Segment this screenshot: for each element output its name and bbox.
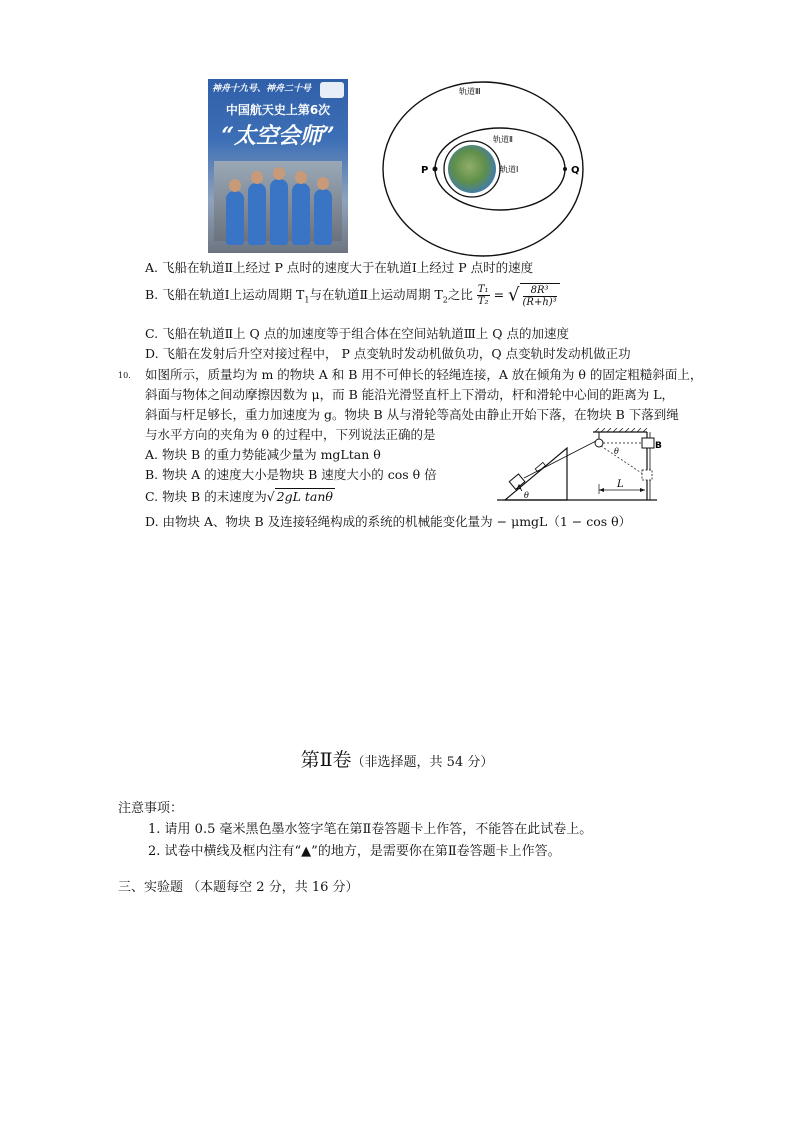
section2-heading xyxy=(0,745,794,772)
block-a-label: A xyxy=(516,484,523,494)
section3-note: （本题每空 2 分，共 16 分） xyxy=(187,880,359,895)
incline-angle-label: θ xyxy=(524,491,529,500)
orbit2-label: 轨道Ⅱ xyxy=(493,135,513,144)
space-rendezvous-poster xyxy=(208,79,348,253)
point-q-label: Q xyxy=(571,165,580,176)
sqrt-fraction xyxy=(520,283,560,308)
astronaut-figure xyxy=(248,183,266,245)
astronaut-figure xyxy=(314,189,332,245)
notes-title: 注意事项： xyxy=(118,801,184,816)
q10-option-b: B. 物块 A 的速度大小是物块 B 速度大小的 cos θ 倍 xyxy=(145,467,437,482)
section2-subtitle: （非选择题，共 54 分） xyxy=(351,755,494,770)
q9-option-c: C. 飞船在轨道Ⅱ上 Q 点的加速度等于组合体在空间站轨道Ⅲ上 Q 点的加速度 xyxy=(145,326,570,341)
q10-option-a: A. 物块 B 的重力势能减少量为 mgLtan θ xyxy=(145,447,381,462)
rope-angle-label: θ xyxy=(614,447,619,456)
q9-option-b-sub2: 2 xyxy=(442,295,448,305)
orbit1-label: 轨道Ⅰ xyxy=(500,165,519,174)
q9-option-b-mid: 与在轨道Ⅱ上运动周期 T xyxy=(309,287,443,302)
incline-pulley-diagram xyxy=(497,428,667,506)
section3-heading xyxy=(118,880,359,896)
equals-sign: = xyxy=(493,287,505,302)
q10-option-c xyxy=(145,489,335,505)
q10-option-c-text: C. 物块 B 的末速度为 xyxy=(145,489,267,504)
q9-option-a: A. 飞船在轨道Ⅱ上经过 P 点时的速度大于在轨道Ⅰ上经过 P 点时的速度 xyxy=(145,260,534,275)
period-ratio-fraction xyxy=(477,284,490,307)
sqrt-sign: √ xyxy=(266,489,275,504)
notes-item2: 2. 试卷中横线及框内注有“▲”的地方，是需要你在第Ⅱ卷答题卡上作答。 xyxy=(148,844,561,859)
distance-l-label: L xyxy=(617,479,624,490)
q9-option-b-end: 之比 xyxy=(447,287,473,302)
earth-globe xyxy=(448,145,496,193)
q10-stem-line4: 与水平方向的夹角为 θ 的过程中，下列说法正确的是 xyxy=(145,427,436,442)
point-p-label: P xyxy=(421,165,429,176)
fraction-numerator: T₁ xyxy=(477,284,489,295)
block-b-label: B xyxy=(655,441,662,451)
poster-line3: “太空会师” xyxy=(221,123,335,149)
incline xyxy=(505,448,567,500)
q9-option-b xyxy=(145,280,560,314)
q10-number: 10. xyxy=(118,371,131,380)
sqrt-numerator: 8R³ xyxy=(523,285,557,297)
q10-option-d: D. 由物块 A、物块 B 及连接轻绳构成的系统的机械能变化量为 − μmgL（1 − cos θ） xyxy=(145,514,632,529)
sqrt-denominator: (R+h)³ xyxy=(522,297,557,308)
section2-title: 第Ⅱ卷 xyxy=(300,749,352,771)
q10-stem-line2: 斜面与物体之间动摩擦因数为 μ，而 B 能沿光滑竖直杆上下滑动，杆和滑轮中心间的距离为 L， xyxy=(145,387,675,402)
pulley xyxy=(595,439,603,447)
q9-option-b-text: B. 飞船在轨道Ⅰ上运动周期 T xyxy=(145,287,305,302)
section3-label: 三、实验题 xyxy=(118,880,184,895)
orbit-diagram xyxy=(375,78,590,258)
point-p-dot xyxy=(433,167,438,172)
poster-line2: 中国航天史上第6次 xyxy=(225,103,331,117)
point-q-dot xyxy=(563,167,567,171)
astronaut-figure xyxy=(292,183,310,245)
orbit3-label: 轨道Ⅲ xyxy=(459,87,481,96)
q9-option-d: D. 飞船在发射后升空对接过程中， P 点变轨时发动机做负功，Q 点变轨时发动机做正功 xyxy=(145,346,631,361)
poster-badge xyxy=(320,82,344,98)
block-b-lower xyxy=(642,470,652,480)
fraction-denominator: T₂ xyxy=(477,296,489,307)
block-b-top xyxy=(642,438,654,448)
q9-option-b-sub1: 1 xyxy=(304,295,310,305)
q10-stem-line1: 如图所示，质量均为 m 的物块 A 和 B 用不可伸长的轻绳连接，A 放在倾角为 θ 的固定粗糙斜面上， xyxy=(145,367,703,382)
q10-option-c-root: 2gL tanθ xyxy=(276,489,333,504)
q10-stem-line3: 斜面与杆足够长，重力加速度为 g。物块 B 从与滑轮等高处由静止开始下落，在物块 B 下落到绳 xyxy=(145,407,679,422)
astronaut-figure xyxy=(270,179,288,245)
notes-item1: 1. 请用 0.5 毫米黑色墨水签字笔在第Ⅱ卷答题卡上作答，不能答在此试卷上。 xyxy=(148,822,593,837)
astronaut-figure xyxy=(226,191,244,245)
sqrt-sign: √ xyxy=(508,284,520,306)
poster-line1: 神舟十九号、神舟二十号 xyxy=(212,84,312,94)
